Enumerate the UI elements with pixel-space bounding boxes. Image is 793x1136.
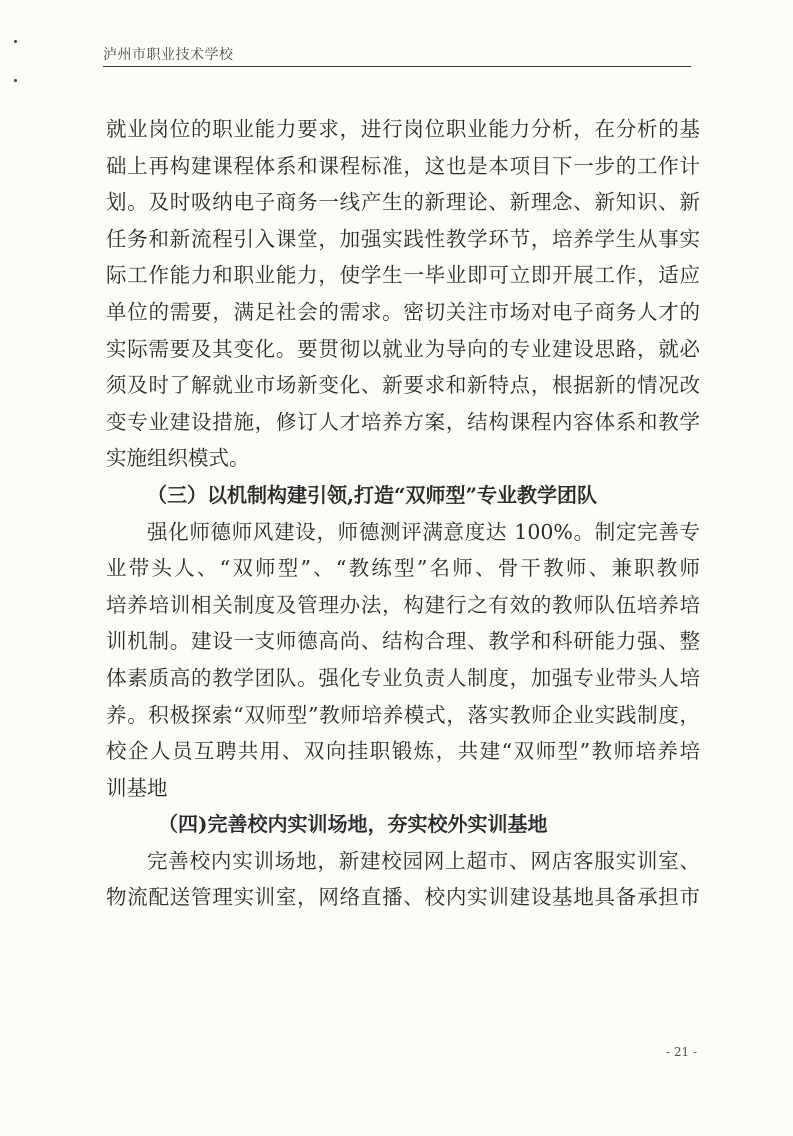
text-line: 养。积极探索“双师型”教师培养模式，落实教师企业实践制度，: [106, 702, 700, 727]
page-number: - 21 -: [665, 1045, 697, 1059]
scan-dot-mark: [14, 40, 17, 43]
section-heading: （四)完善校内实训场地，夯实校外实训基地: [158, 812, 548, 837]
text-line: 须及时了解就业市场新变化、新要求和新特点，根据新的情况改: [106, 373, 700, 398]
document-body: [106, 111, 700, 916]
text-line: 实施组织模式。: [106, 446, 250, 471]
text-line: 业带头人、“双师型”、“教练型”名师、骨干教师、兼职教师: [106, 556, 700, 581]
text-line: 单位的需要，满足社会的需求。密切关注市场对电子商务人才的: [106, 299, 700, 324]
text-line: 训机制。建设一支师德高尚、结构合理、教学和科研能力强、整: [106, 629, 700, 654]
text-line: 体素质高的教学团队。强化专业负责人制度，加强专业带头人培: [106, 665, 700, 690]
text-line: 际工作能力和职业能力，使学生一毕业即可立即开展工作，适应: [106, 263, 700, 288]
text-line: 划。及时吸纳电子商务一线产生的新理论、新理念、新知识、新: [106, 190, 700, 215]
text-line: 强化师德师风建设，师德测评满意度达 100%。制定完善专: [147, 519, 700, 544]
text-line: 物流配送管理实训室，网络直播、校内实训建设基地具备承担市: [106, 885, 700, 910]
page-header: 泸州市职业技术学校: [103, 47, 234, 63]
text-line: 训基地: [106, 775, 168, 800]
text-line: 任务和新流程引入课堂，加强实践性教学环节，培养学生从事实: [106, 226, 700, 251]
text-line: 完善校内实训场地，新建校园网上超市、网店客服实训室、: [147, 848, 700, 873]
scan-dot-mark: [14, 79, 17, 82]
header-rule: [103, 66, 691, 67]
text-line: 校企人员互聘共用、双向挂职锻炼，共建“双师型”教师培养培: [106, 739, 700, 764]
text-line: 础上再构建课程体系和课程标准，这也是本项目下一步的工作计: [106, 153, 700, 178]
text-line: 就业岗位的职业能力要求，进行岗位职业能力分析，在分析的基: [106, 117, 700, 141]
text-line: 变专业建设措施，修订人才培养方案，结构课程内容体系和教学: [106, 409, 700, 434]
text-line: 培养培训相关制度及管理办法，构建行之有效的教师队伍培养培: [106, 592, 700, 617]
text-line: 实际需要及其变化。要贯彻以就业为导向的专业建设思路，就必: [106, 336, 700, 361]
section-heading: （三）以机制构建引领,打造“双师型”专业教学团队: [147, 482, 597, 507]
